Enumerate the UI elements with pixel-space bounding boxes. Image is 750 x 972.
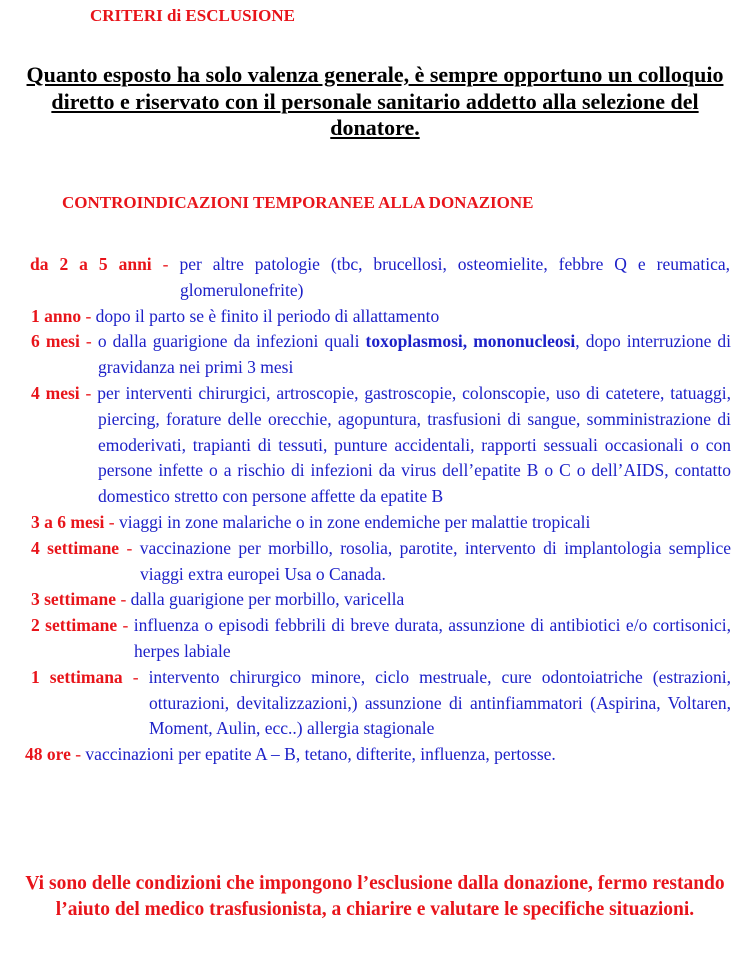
list-item [25,742,731,768]
item-term: 2 settimane [31,615,118,636]
list-item [31,329,731,381]
item-term: da 2 a 5 anni [30,254,152,274]
item-term: 3 a 6 mesi [31,511,105,532]
list-item [31,587,731,613]
criteri-title: CRITERI di ESCLUSIONE [90,6,296,25]
item-separator: - [116,589,131,610]
item-highlight: toxoplasmosi, mononucleosi [365,331,576,352]
list-item [31,381,731,510]
item-text: per interventi chirurgici, artroscopie, gastroscopie, colonscopie, uso di catetere, tatuaggi, piercing, forature delle orecchie, agopuntura, trasfusioni di sangue, somministrazione di emoderivati, trapianti di tessuti, punture accidentali, rapporti sessuali occasionali o con persone infette o a rischio di infezioni da virus dell’epatite B o C o dell’AIDS, contatto domestico stretto con persone affette da epatite B [97,382,731,507]
item-separator: - [104,511,119,532]
item-text: vaccinazioni per epatite A – B, tetano, difterite, influenza, pertosse. [85,744,556,765]
item-text: intervento chirurgico minore, ciclo mestruale, cure odontoiatriche (estrazioni, otturazioni, devitalizzazioni,) assunzione di antinfiammatori (Aspirina, Voltaren, Moment, Aulin, ecc..) allergia stagionale [148,666,732,739]
item-term: 6 mesi [31,331,80,352]
item-text: dalla guarigione per morbillo, varicella [130,589,405,610]
list-item [31,665,731,742]
item-separator: - [119,537,140,558]
item-separator: - [151,254,180,274]
contraindication-list [0,252,750,768]
item-separator: - [122,666,149,687]
list-item [31,510,731,536]
item-term: 1 settimana [31,666,123,687]
list-item [31,613,731,665]
item-separator: - [79,331,98,352]
item-text-after: , dopo interruzione di gravidanza nei primi 3 mesi [98,331,732,378]
item-text: influenza o episodi febbrili di breve durata, assunzione di antibiotici e/o cortisonici, herpes labiale [133,615,731,661]
item-separator: - [117,615,134,636]
item-text: dopo il parto se è finito il periodo di allattamento [95,305,440,326]
item-term: 4 settimane [31,537,120,558]
list-item [30,252,730,304]
list-item [31,304,731,330]
item-text: vaccinazione per morbillo, rosolia, parotite, intervento di implantologia semplice viaggi extra europei Usa o Canada. [139,537,731,584]
item-separator: - [79,382,98,403]
intro-note: Quanto esposto ha solo valenza generale, è sempre opportuno un colloquio diretto e riservato con il personale sanitario addetto alla selezione del donatore. [26,62,724,140]
section-title: CONTROINDICAZIONI TEMPORANEE ALLA DONAZIONE [62,193,534,212]
item-term: 1 anno [31,305,82,326]
item-term: 48 ore [25,744,71,765]
item-text: viaggi in zone malariche o in zone endemiche per malattie tropicali [118,511,591,532]
item-term: 3 settimane [31,589,117,610]
item-text: o dalla guarigione da infezioni quali [97,331,366,352]
list-item [31,536,731,588]
item-separator: - [70,744,86,765]
item-term: 4 mesi [31,382,80,403]
item-separator: - [81,305,96,326]
footer-note: Vi sono delle condizioni che impongono l’esclusione dalla donazione, fermo restando l’aiuto del medico trasfusionista, a chiarire e valutare le specifiche situazioni. [25,873,725,920]
item-text: per altre patologie (tbc, brucellosi, osteomielite, febbre Q e reumatica, glomerulonefrite) [179,254,730,300]
